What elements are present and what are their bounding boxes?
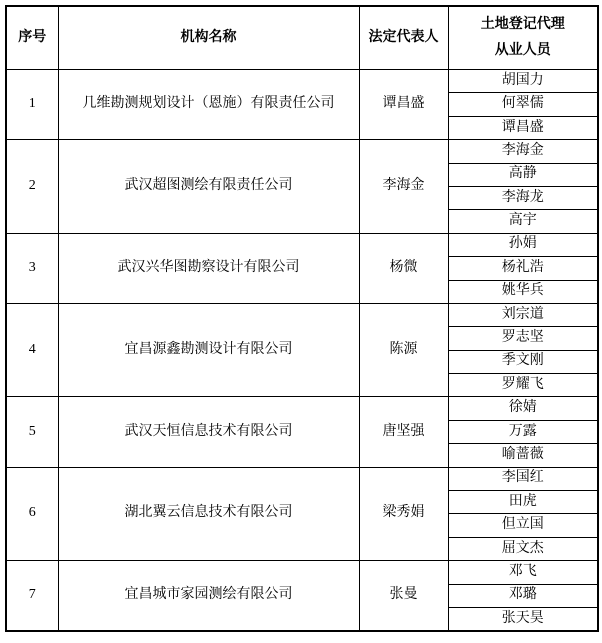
header-col-staff (448, 6, 598, 70)
header-col-staff-line1: 土地登记代理 (480, 17, 565, 32)
staff-name-cell: 高静 (448, 163, 598, 186)
staff-name-cell: 罗志坚 (448, 327, 598, 350)
table-header (6, 6, 598, 70)
staff-name-cell: 李国红 (448, 467, 598, 490)
org-name-cell: 武汉天恒信息技术有限公司 (58, 397, 359, 467)
table-row (6, 140, 598, 163)
staff-name-cell: 杨礼浩 (448, 257, 598, 280)
rep-name-cell: 李海金 (359, 140, 448, 234)
staff-name-cell: 刘宗道 (448, 303, 598, 326)
row-number-cell: 3 (6, 233, 58, 303)
rep-name-cell: 梁秀娟 (359, 467, 448, 561)
staff-name-cell: 张天昊 (448, 607, 598, 631)
rep-name-cell: 张曼 (359, 561, 448, 632)
org-staff-table (5, 5, 599, 632)
table-row (6, 467, 598, 490)
staff-name-cell: 高宇 (448, 210, 598, 233)
org-name-cell: 湖北翼云信息技术有限公司 (58, 467, 359, 561)
staff-name-cell: 万露 (448, 420, 598, 443)
staff-name-cell: 谭昌盛 (448, 116, 598, 139)
header-col-staff-line2: 从业人员 (494, 43, 551, 58)
staff-name-cell: 徐婧 (448, 397, 598, 420)
header-col-number: 序号 (6, 6, 58, 70)
row-number-cell: 4 (6, 303, 58, 397)
staff-name-cell: 田虎 (448, 491, 598, 514)
staff-name-cell: 罗耀飞 (448, 374, 598, 397)
org-name-cell: 武汉超图测绘有限责任公司 (58, 140, 359, 234)
org-name-cell: 宜昌城市家园测绘有限公司 (58, 561, 359, 632)
row-number-cell: 6 (6, 467, 58, 561)
rep-name-cell: 陈源 (359, 303, 448, 397)
header-col-org-name: 机构名称 (58, 6, 359, 70)
table-row (6, 561, 598, 584)
row-number-cell: 5 (6, 397, 58, 467)
staff-name-cell: 姚华兵 (448, 280, 598, 303)
org-name-cell: 几维勘测规划设计（恩施）有限责任公司 (58, 70, 359, 140)
table-row (6, 397, 598, 420)
rep-name-cell: 唐坚强 (359, 397, 448, 467)
staff-name-cell: 邓飞 (448, 561, 598, 584)
row-number-cell: 2 (6, 140, 58, 234)
table-row (6, 303, 598, 326)
rep-name-cell: 杨微 (359, 233, 448, 303)
row-number-cell: 1 (6, 70, 58, 140)
staff-name-cell: 何翠儒 (448, 93, 598, 116)
table-body (6, 70, 598, 632)
staff-name-cell: 李海金 (448, 140, 598, 163)
staff-name-cell: 季文刚 (448, 350, 598, 373)
staff-name-cell: 屈文杰 (448, 537, 598, 560)
header-row (6, 6, 598, 70)
staff-name-cell: 胡国力 (448, 70, 598, 93)
row-number-cell: 7 (6, 561, 58, 632)
staff-name-cell: 邓璐 (448, 584, 598, 607)
org-name-cell: 武汉兴华图勘察设计有限公司 (58, 233, 359, 303)
header-col-legal-rep: 法定代表人 (359, 6, 448, 70)
staff-name-cell: 但立国 (448, 514, 598, 537)
staff-name-cell: 孙娟 (448, 233, 598, 256)
staff-name-cell: 喻蔷薇 (448, 444, 598, 467)
table-row (6, 233, 598, 256)
rep-name-cell: 谭昌盛 (359, 70, 448, 140)
staff-name-cell: 李海龙 (448, 186, 598, 209)
org-name-cell: 宜昌源鑫勘测设计有限公司 (58, 303, 359, 397)
table-row (6, 70, 598, 93)
